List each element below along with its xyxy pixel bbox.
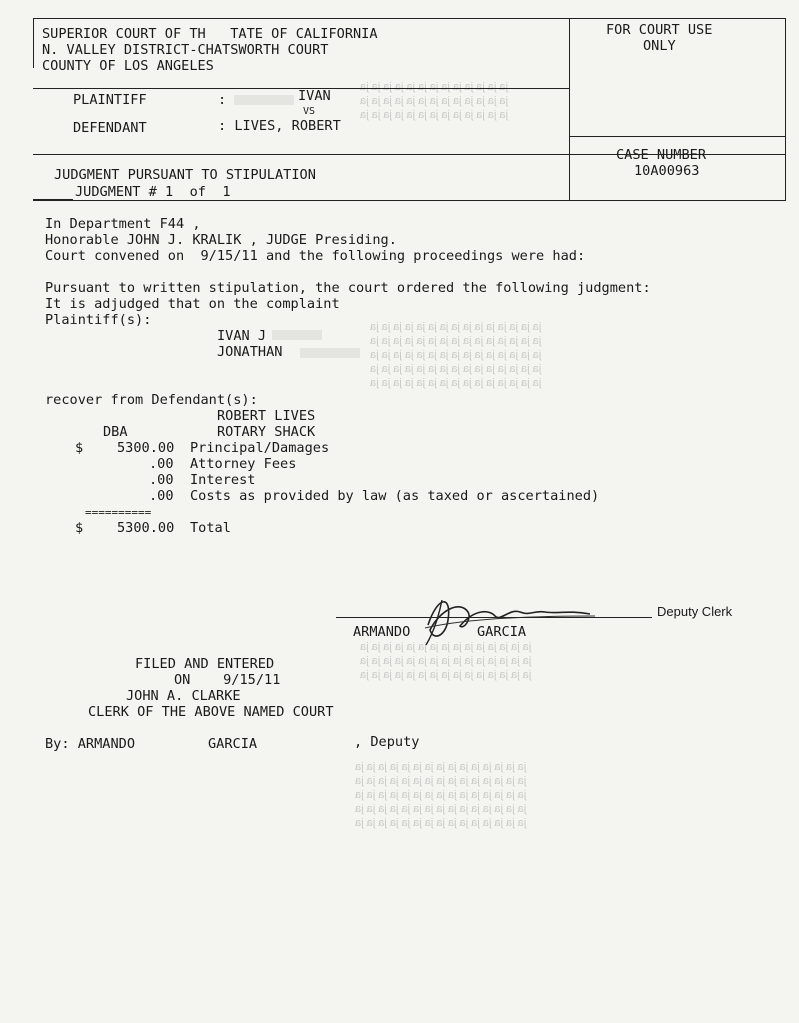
for-court-use-only: ONLY	[643, 38, 676, 54]
currency-symbol: $	[75, 440, 84, 456]
costs-label: Costs as provided by law (as taxed or ascertained)	[190, 488, 600, 504]
redaction-mark	[300, 348, 360, 358]
case-number-label: CASE NUMBER	[616, 147, 707, 163]
by-deputy-last-name: GARCIA	[208, 736, 258, 752]
judgment-underline	[33, 199, 73, 200]
deputy-suffix: , Deputy	[354, 734, 420, 750]
plaintiff-colon: :	[218, 92, 227, 108]
judge-line: Honorable JOHN J. KRALIK , JUDGE Presiding.	[45, 232, 397, 248]
attorney-amount: .00	[149, 456, 174, 472]
header-rule-3	[570, 136, 785, 137]
bleed-through-text: ja ja ja ja ja ja ja ja ja ja ja ja ja ja ja ja ja ja ja ja ja ja ja ja ja ja ja ja ja ja ja ja ja ja ja ja ja ja ja	[360, 81, 508, 121]
plaintiffs-label: Plaintiff(s):	[45, 312, 152, 328]
court-county: COUNTY OF LOS ANGELES	[42, 58, 214, 74]
plaintiff-2: JONATHAN	[217, 344, 283, 360]
total-amount: 5300.00	[117, 520, 175, 536]
interest-label: Interest	[190, 472, 256, 488]
signature-line	[336, 617, 652, 618]
signer-last-name: GARCIA	[477, 624, 527, 640]
dba-label: DBA	[103, 424, 128, 440]
case-number: 10A00963	[634, 163, 700, 179]
dba-name: ROTARY SHACK	[217, 424, 316, 440]
signer-first-name: ARMANDO	[353, 624, 411, 640]
header-left-border	[33, 18, 34, 68]
court-name: SUPERIOR COURT OF TH TATE OF CALIFORNIA	[42, 26, 378, 42]
redaction-mark	[272, 330, 322, 340]
court-district: N. VALLEY DISTRICT-CHATSWORTH COURT	[42, 42, 329, 58]
stipulation-line: Pursuant to written stipulation, the court ordered the following judgment:	[45, 280, 651, 296]
costs-amount: .00	[149, 488, 174, 504]
for-court-use-label: FOR COURT USE	[606, 22, 713, 38]
plaintiff-1: IVAN J	[217, 328, 267, 344]
defendant-value: : LIVES, ROBERT	[218, 118, 341, 134]
by-deputy-label: By: ARMANDO	[45, 736, 136, 752]
judgment-title: JUDGMENT PURSUANT TO STIPULATION	[54, 167, 316, 183]
total-divider: ==========	[85, 506, 152, 519]
department-line: In Department F44 ,	[45, 216, 201, 232]
bleed-through-text: ja ja ja ja ja ja ja ja ja ja ja ja ja ja ja ja ja ja ja ja ja ja ja ja ja ja ja ja ja ja ja ja ja ja ja ja ja ja ja ja ja ja ja ja ja ja ja ja ja ja ja ja ja ja ja ja ja ja ja ja ja ja ja ja ja ja ja ja ja ja ja ja ja ja ja	[355, 761, 527, 829]
attorney-label: Attorney Fees	[190, 456, 297, 472]
plaintiff-name: IVAN	[298, 88, 331, 104]
signature-mark	[420, 590, 600, 650]
convened-line: Court convened on 9/15/11 and the following proceedings were had:	[45, 248, 586, 264]
redaction-mark	[234, 95, 294, 105]
filed-entered-label: FILED AND ENTERED	[135, 656, 275, 672]
bleed-through-text: ja ja ja ja ja ja ja ja ja ja ja ja ja ja ja ja ja ja ja ja ja ja ja ja ja ja ja ja ja ja ja ja ja ja ja ja ja ja ja ja ja ja ja ja ja ja ja ja ja ja ja ja ja ja ja ja ja ja ja ja ja ja ja ja ja ja ja ja ja ja ja ja ja ja ja	[370, 321, 542, 389]
bleed-through-text: ja ja ja ja ja ja ja ja ja ja ja ja ja ja ja ja ja ja ja ja ja ja ja ja ja ja ja ja ja ja ja ja ja ja ja ja ja ja ja ja ja ja ja ja ja	[360, 641, 532, 681]
versus-label: VS	[303, 106, 316, 117]
clerk-title: CLERK OF THE ABOVE NAMED COURT	[88, 704, 334, 720]
total-label: Total	[190, 520, 231, 536]
interest-amount: .00	[149, 472, 174, 488]
deputy-clerk-label: Deputy Clerk	[657, 604, 733, 619]
filed-date: ON 9/15/11	[174, 672, 281, 688]
principal-amount: 5300.00	[117, 440, 175, 456]
plaintiff-label: PLAINTIFF	[73, 92, 147, 108]
principal-label: Principal/Damages	[190, 440, 330, 456]
total-currency: $	[75, 520, 84, 536]
defendant-label: DEFENDANT	[73, 120, 147, 136]
header-divider	[569, 18, 570, 200]
judgment-number: JUDGMENT # 1 of 1	[75, 184, 231, 200]
adjudged-line: It is adjudged that on the complaint	[45, 296, 340, 312]
clerk-name: JOHN A. CLARKE	[126, 688, 241, 704]
recover-line: recover from Defendant(s):	[45, 392, 258, 408]
defendant-name: ROBERT LIVES	[217, 408, 316, 424]
